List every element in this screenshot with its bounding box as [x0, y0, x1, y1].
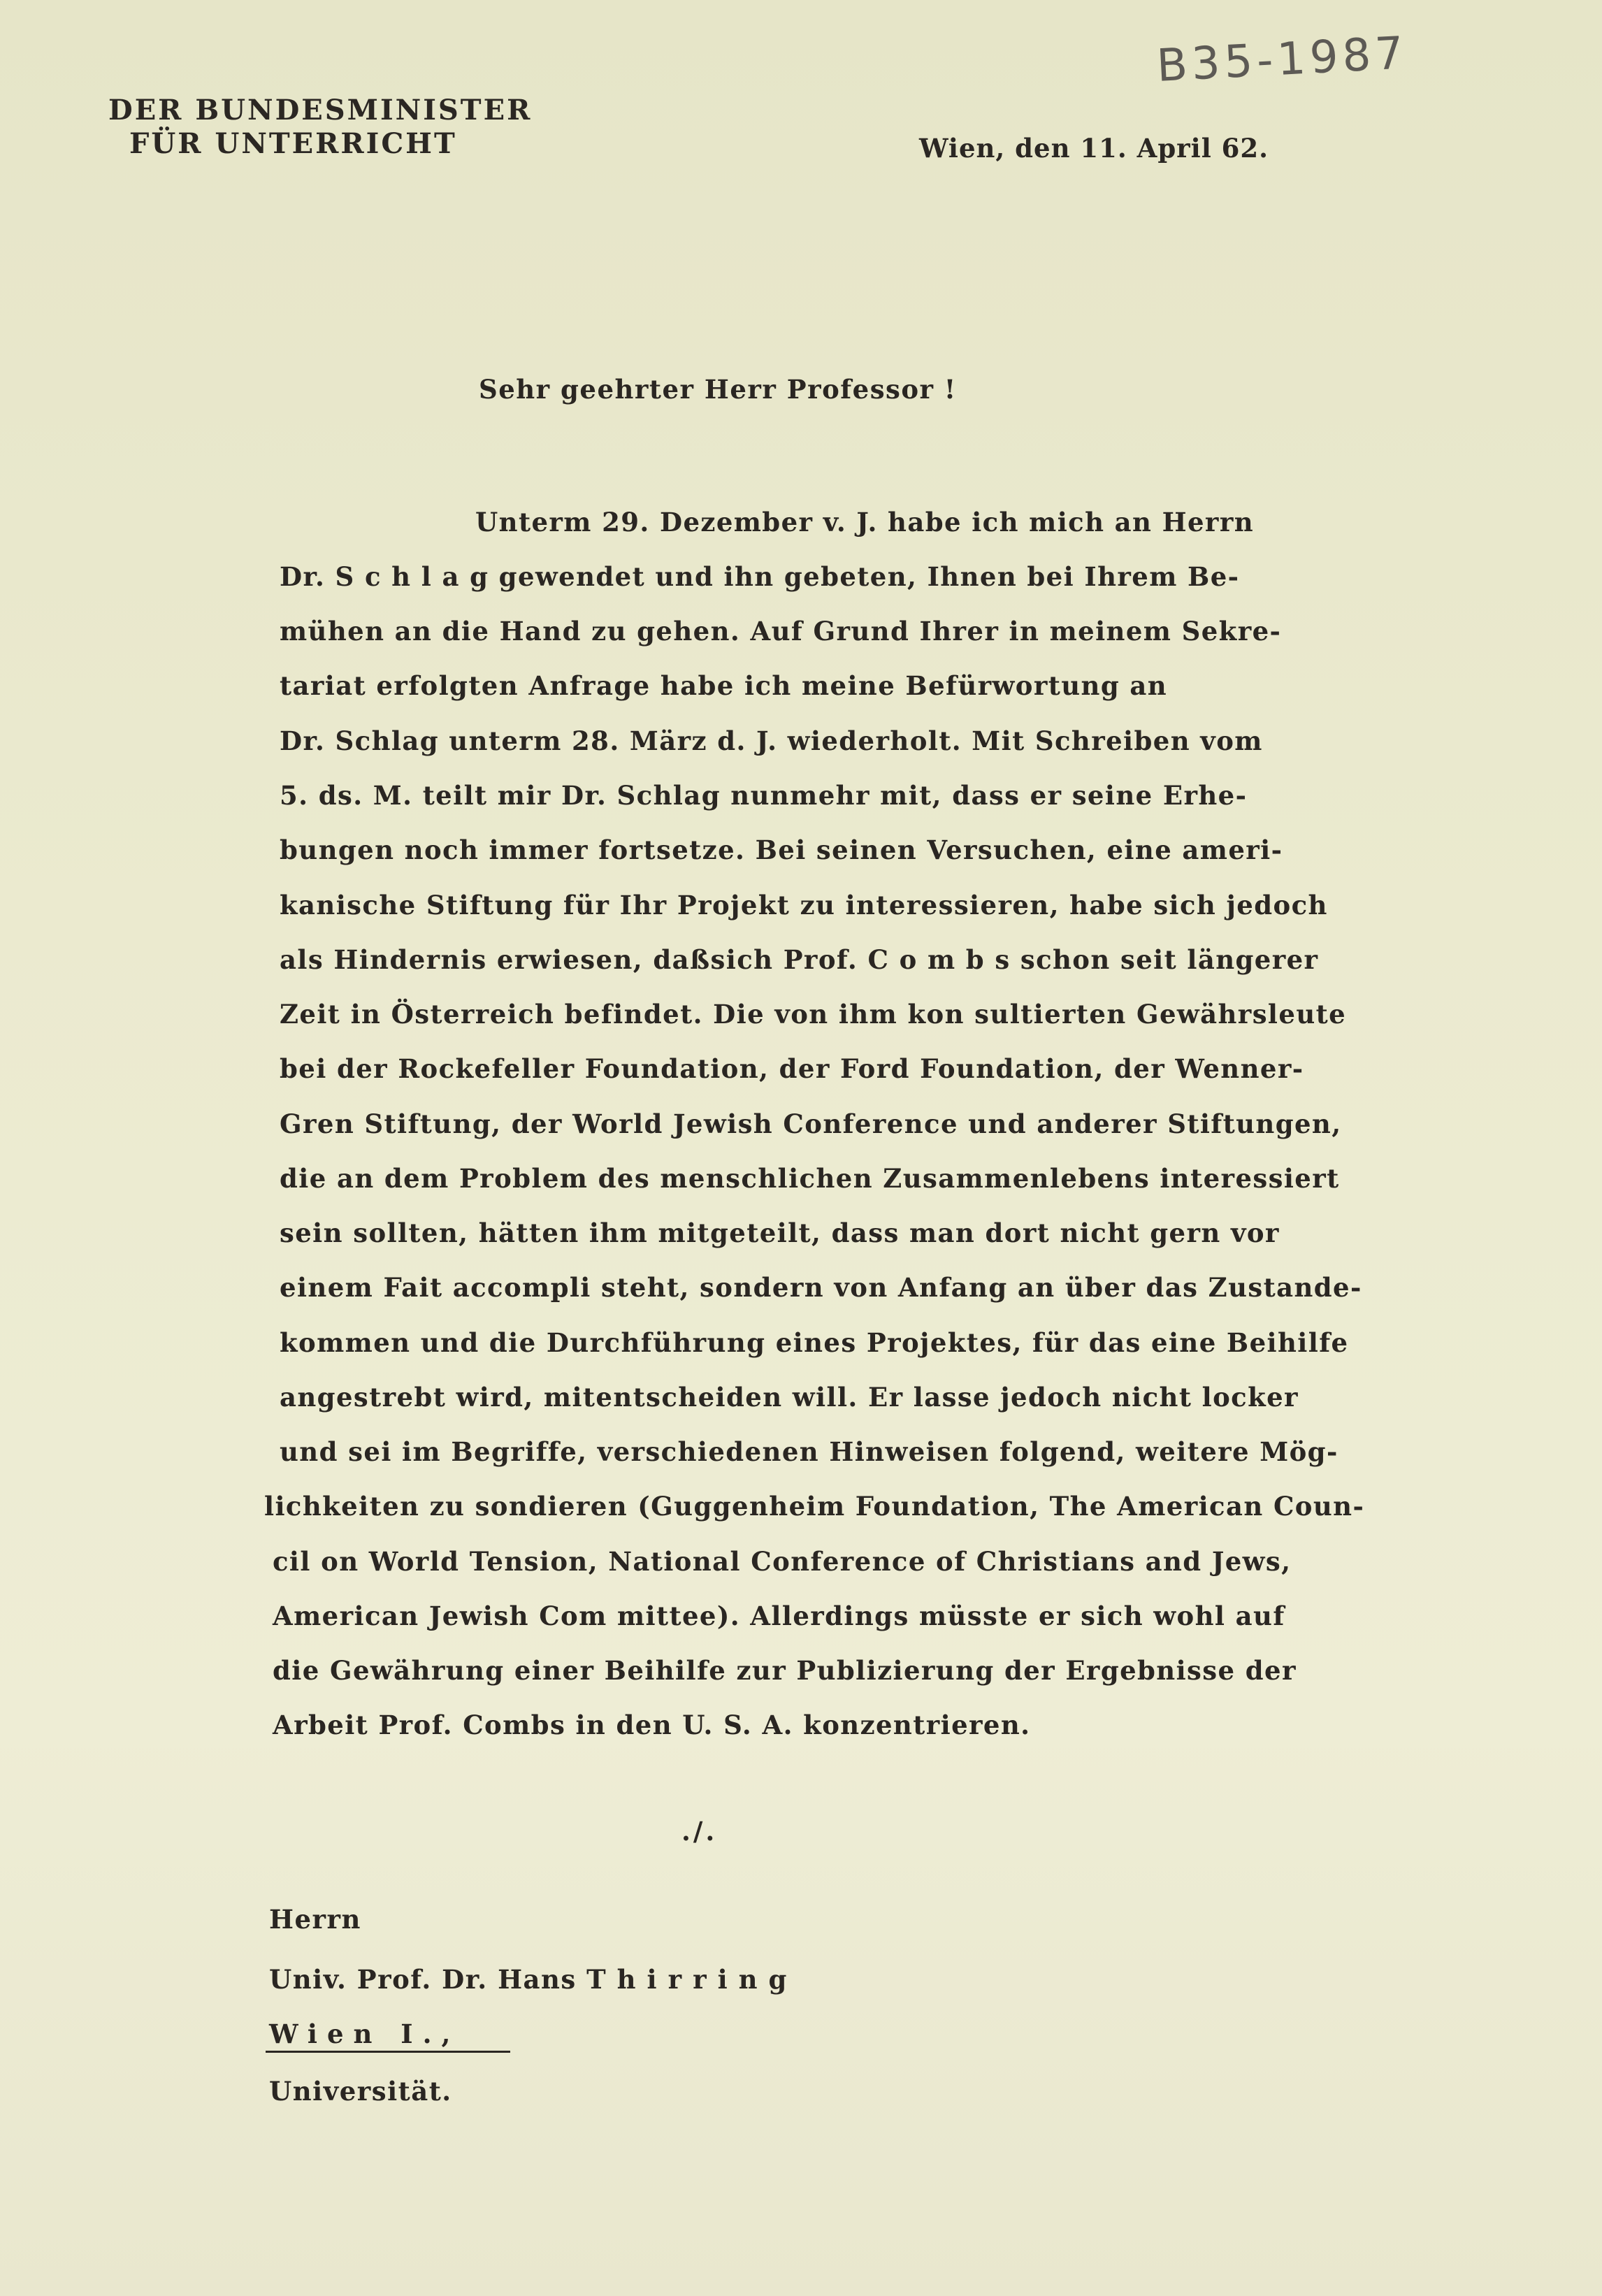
body-line: Dr. Schlag unterm 28. März d. J. wiederholt. Mit Schreiben vom — [280, 725, 1263, 756]
address-line-2 — [269, 1964, 798, 1995]
body-line: als Hindernis erwiesen, daßsich Prof. C o m b s schon seit längerer — [280, 944, 1319, 975]
body-line: sein sollten, hätten ihm mitgeteilt, dass man dort nicht gern vor — [280, 1218, 1280, 1248]
body-line: angestrebt wird, mitentscheiden will. Er lasse jedoch nicht locker — [280, 1382, 1299, 1413]
body-line: Unterm 29. Dezember v. J. habe ich mich an Herrn — [475, 507, 1255, 537]
letterhead-line-2: FÜR UNTERRICHT — [129, 127, 457, 160]
body-line: tariat erfolgten Anfrage habe ich meine Befürwortung an — [280, 670, 1168, 701]
body-line: Zeit in Österreich befindet. Die von ihm kon sultierten Gewährsleute — [280, 999, 1347, 1030]
body-line: einem Fait accompli steht, sondern von Anfang an über das Zustande- — [280, 1272, 1362, 1303]
body-line: Dr. S c h l a g gewendet und ihn gebeten, Ihnen bei Ihrem Be- — [280, 561, 1240, 592]
body-line: American Jewish Com mittee). Allerdings müsste er sich wohl auf — [273, 1601, 1285, 1631]
body-line: bei der Rockefeller Foundation, der Ford Foundation, der Wenner- — [280, 1053, 1304, 1084]
body-line: kanische Stiftung für Ihr Projekt zu interessieren, habe sich jedoch — [280, 890, 1328, 920]
body-line: Arbeit Prof. Combs in den U. S. A. konzentrieren. — [273, 1710, 1031, 1740]
body-line: die Gewährung einer Beihilfe zur Publizierung der Ergebnisse der — [273, 1655, 1297, 1686]
address-line-1: Herrn — [269, 1904, 361, 1935]
address-line-3: Wien I., — [269, 2019, 461, 2049]
body-line: kommen und die Durchführung eines Projektes, für das eine Beihilfe — [280, 1327, 1349, 1358]
address-underline — [266, 2051, 510, 2053]
body-line: lichkeiten zu sondieren (Guggenheim Foundation, The American Coun- — [264, 1491, 1365, 1522]
letter-date: Wien, den 11. April 62. — [919, 133, 1269, 164]
address-title: Univ. Prof. Dr. Hans — [269, 1964, 587, 1995]
address-line-4: Universität. — [269, 2076, 452, 2107]
address-surname: Thirring — [586, 1964, 798, 1995]
letterhead-line-1: DER BUNDESMINISTER — [108, 94, 533, 127]
body-line: Gren Stiftung, der World Jewish Conference und anderer Stiftungen, — [280, 1109, 1342, 1139]
body-line: 5. ds. M. teilt mir Dr. Schlag nunmehr mit, dass er seine Erhe- — [280, 780, 1248, 811]
body-line: mühen an die Hand zu gehen. Auf Grund Ihrer in meinem Sekre- — [280, 616, 1282, 647]
body-line: bungen noch immer fortsetze. Bei seinen Versuchen, eine ameri- — [280, 835, 1283, 865]
letterhead — [108, 94, 532, 161]
body-line: und sei im Begriffe, verschiedenen Hinweisen folgend, weitere Mög- — [280, 1436, 1338, 1467]
body-line: cil on World Tension, National Conference of Christians and Jews, — [273, 1546, 1292, 1577]
body-line: die an dem Problem des menschlichen Zusammenlebens interessiert — [280, 1163, 1340, 1194]
archive-number-handwritten: B35-1987 — [1155, 27, 1409, 92]
continuation-mark: ./. — [681, 1816, 718, 1847]
salutation: Sehr geehrter Herr Professor ! — [479, 374, 957, 405]
